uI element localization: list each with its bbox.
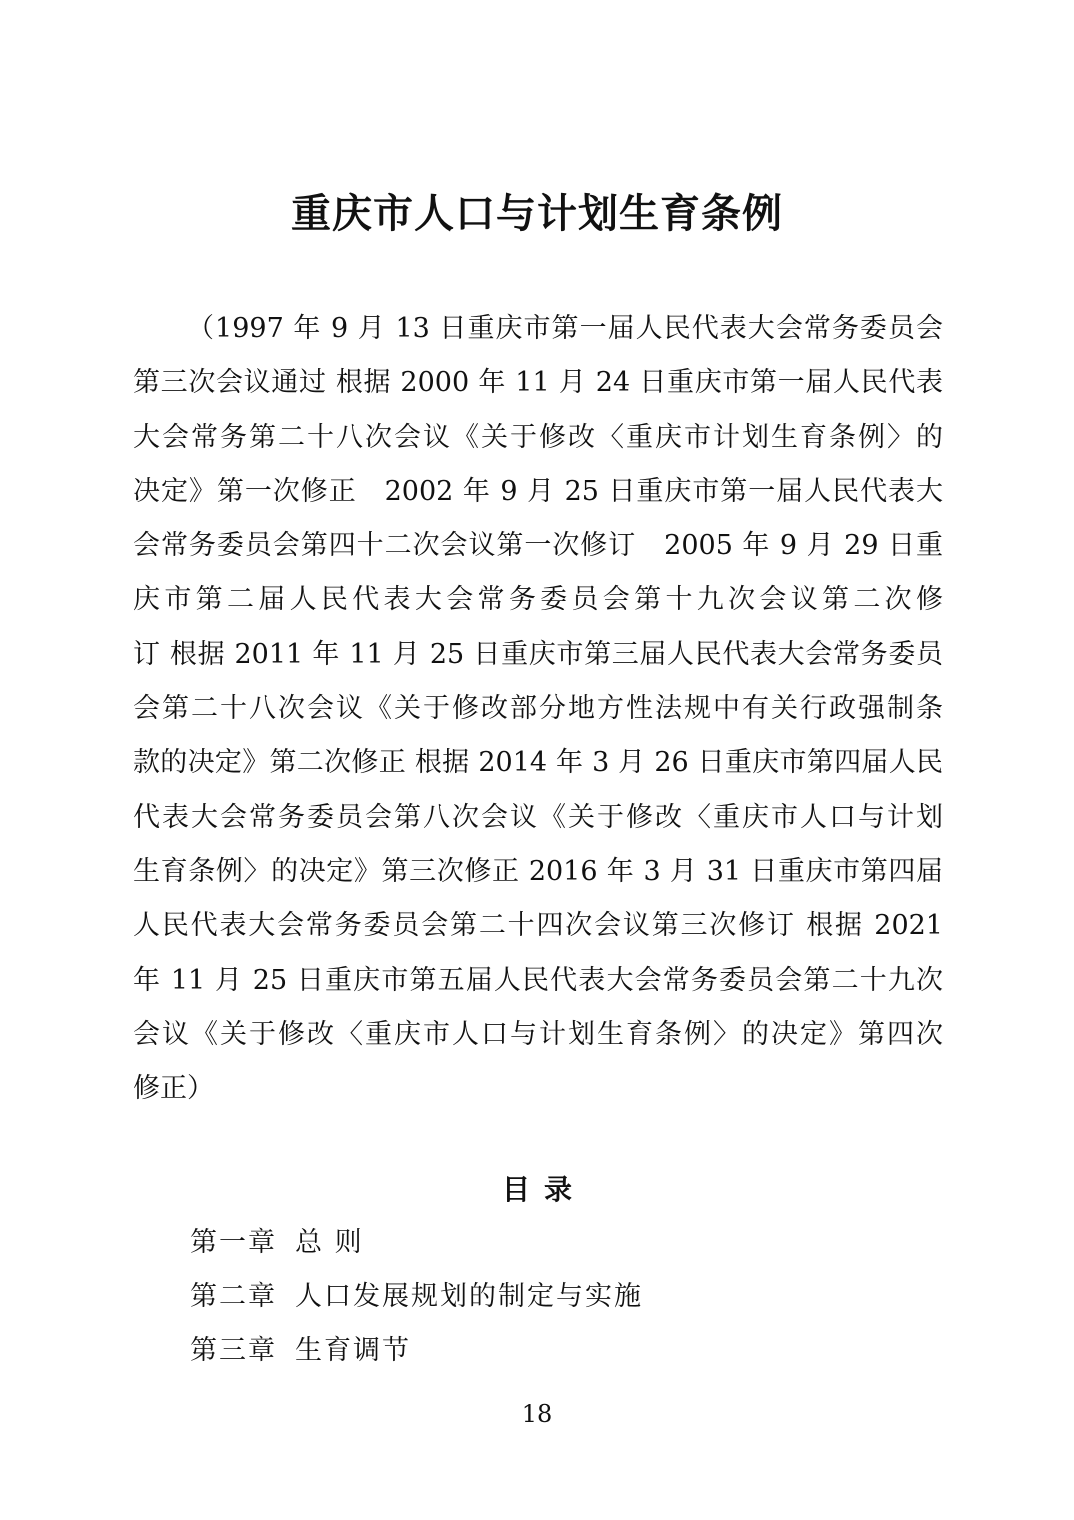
preamble	[133, 302, 943, 1116]
toc-chapter-name: 总 则	[295, 1227, 364, 1258]
preamble-line: 会议《关于修改〈重庆市人口与计划生育条例〉的决定》第四次	[133, 1018, 943, 1050]
toc-heading: 目录	[501, 1173, 586, 1206]
preamble-line: 代表大会常务委员会第八次会议《关于修改〈重庆市人口与计划	[133, 801, 943, 833]
preamble-line: （1997 年 9 月 13 日重庆市第一届人民代表大会常务委员会	[187, 313, 943, 344]
toc-item	[190, 1270, 643, 1324]
page-number: 18	[521, 1400, 553, 1428]
preamble-line: 年 11 月 25 日重庆市第五届人民代表大会常务委员会第二十九次	[133, 964, 943, 996]
table-of-contents	[190, 1216, 643, 1378]
preamble-line: 大会常务第二十八次会议《关于修改〈重庆市计划生育条例〉的	[133, 421, 943, 453]
document-title: 重庆市人口与计划生育条例	[291, 190, 783, 237]
preamble-line: 庆市第二届人民代表大会常务委员会第十九次会议第二次修	[133, 584, 943, 616]
preamble-line: 订 根据 2011 年 11 月 25 日重庆市第三届人民代表大会常务委员	[133, 638, 943, 670]
preamble-line: 款的决定》第二次修正 根据 2014 年 3 月 26 日重庆市第四届人民	[133, 747, 943, 779]
toc-chapter-name: 生育调节	[295, 1335, 411, 1366]
preamble-line: 会第二十八次会议《关于修改部分地方性法规中有关行政强制条	[133, 693, 943, 725]
preamble-line: 修正）	[133, 1073, 214, 1105]
toc-item	[190, 1216, 643, 1270]
preamble-line: 第三次会议通过 根据 2000 年 11 月 24 日重庆市第一届人民代表	[133, 367, 943, 399]
toc-chapter: 第三章	[190, 1335, 277, 1366]
toc-item	[190, 1324, 643, 1378]
preamble-line: 生育条例〉的决定》第三次修正 2016 年 3 月 31 日重庆市第四届	[133, 855, 943, 887]
toc-chapter: 第一章	[190, 1227, 277, 1258]
toc-chapter-name: 人口发展规划的制定与实施	[295, 1281, 643, 1312]
toc-chapter: 第二章	[190, 1281, 277, 1312]
preamble-line: 决定》第一次修正 2002 年 9 月 25 日重庆市第一届人民代表大	[133, 475, 943, 507]
preamble-line: 人民代表大会常务委员会第二十四次会议第三次修订 根据 2021	[133, 910, 943, 942]
preamble-line: 会常务委员会第四十二次会议第一次修订 2005 年 9 月 29 日重	[133, 530, 943, 562]
